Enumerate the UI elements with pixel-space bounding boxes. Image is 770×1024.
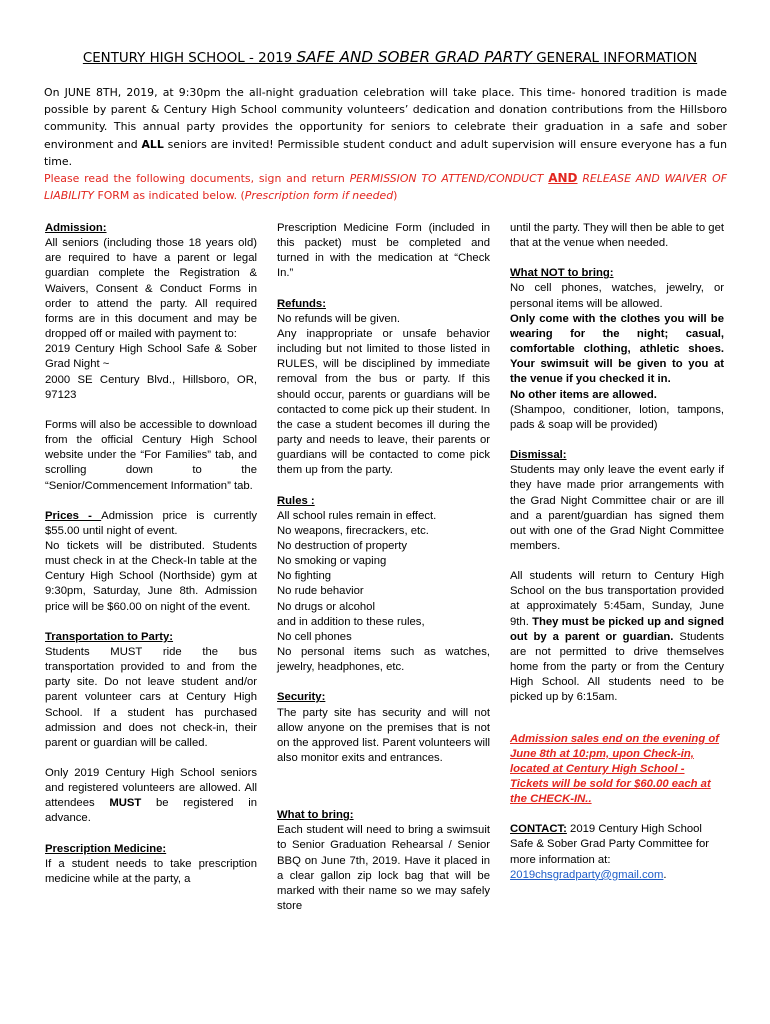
and-emphasis: AND	[548, 171, 578, 186]
what-to-bring-continued: until the party. They will then be able to get that at the venue when needed.	[510, 222, 724, 250]
security-text: The party site has security and will not allow anyone on the premises that is not on the approved list. Parent volunteers will also monitor exits and entrances.	[277, 706, 490, 764]
page-title	[40, 48, 740, 66]
rule-item: No drugs or alcohol	[277, 600, 375, 613]
contact-email-line: 2019chsgradparty@gmail.com.	[510, 868, 667, 881]
dismissal-text: Students may only leave the event early if they have made prior arrangements with the Grad Night Committee chair or are ill and a parent/guardian has signed them out with one of the Grad Night Committee members.	[510, 464, 724, 552]
contact-heading: CONTACT:	[510, 823, 567, 836]
contact-paragraph: CONTACT: 2019 Century High School Safe & Sober Grad Party Committee for more information at:	[510, 823, 710, 866]
forms-download-text: Forms will also be accessible to download from the official Century High School website under the “For Families” tab, and scrolling down to the “Senior/Commencement Information” tab.	[45, 418, 257, 492]
rules-heading: Rules :	[277, 494, 315, 507]
mailing-address-line1: 2019 Century High School Safe & Sober Grad Night ~	[45, 343, 257, 371]
what-to-bring-text: Each student will need to bring a swimsuit to Senior Graduation Rehearsal / Senior BBQ on June 7th, 2019. Have it placed in a clear gallon zip lock bag that will be marked with their name so we may safely store	[277, 824, 490, 913]
column-2	[277, 221, 490, 914]
transportation-text: Students MUST ride the bus transportation provided to and from the party site. Do not leave student and/or parent volunteer cars at Century High School. If a student has purchased admission and does not check-in, their parent or guardian will be called.	[45, 645, 257, 749]
prescription-text-continued: Prescription Medicine Form (included in this packet) must be completed and turned in with the medication at “Check In.”	[277, 222, 490, 280]
clothing-instructions: Only come with the clothes you will be wearing for the night; casual, comfortable clothing, athletic shoes. Your swimsuit will be given to you at the venue if you checked it in.	[510, 312, 724, 386]
title-school: CENTURY HIGH SCHOOL - 2019	[82, 51, 297, 66]
dismissal-heading: Dismissal:	[510, 449, 567, 462]
title-event: SAFE AND SOBER GRAD PARTY	[296, 48, 533, 66]
tickets-text: No tickets will be distributed. Students must check in at the Check-In table at the Century High School (Northside) gym at 9:30pm, Saturday, June 8th. Admission price will be $60.00 on night of the event.	[45, 539, 257, 613]
attendees-paragraph: Only 2019 Century High School seniors and registered volunteers are allowed. All attendees MUST be registered in advance.	[45, 767, 257, 825]
rule-item: No fighting	[277, 570, 332, 583]
provided-items-text: (Shampoo, conditioner, lotion, tampons, pads & soap will be provided)	[510, 403, 724, 431]
column-1	[45, 221, 257, 887]
what-to-bring-heading: What to bring:	[277, 809, 354, 822]
what-not-to-bring-text: No cell phones, watches, jewelry, or personal items will be allowed.	[510, 282, 724, 310]
intro-section	[44, 84, 727, 204]
intro-all-emphasis: ALL	[141, 137, 164, 151]
transportation-heading: Transportation to Party:	[45, 630, 174, 643]
contact-email-link[interactable]: 2019chsgradparty@gmail.com	[510, 868, 664, 881]
rule-item: No smoking or vaping	[277, 555, 387, 568]
refunds-line: No refunds will be given.	[277, 312, 401, 325]
intro-paragraph: On JUNE 8TH, 2019, at 9:30pm the all-night graduation celebration will take place. This time- honored tradition is made possible by parent & Century High School community volunteers’ dedication and donation contributions from the Hillsboro community. This annual party provides the opportunity for seniors to celebrate their graduation in a safe and sober environment and ALL seniors are invited! Permissible student conduct and adult supervision will ensure everyone has a fun time.	[44, 86, 727, 168]
intro-instructions: Please read the following documents, sign and return PERMISSION TO ATTEND/CONDUCT AND RELEASE AND WAIVER OF LIABILITY FORM as indicated below. (Prescription form if needed)	[44, 171, 728, 203]
rule-item: No weapons, firecrackers, etc.	[277, 524, 429, 537]
admission-text: All seniors (including those 18 years old) are required to have a parent or legal guardian complete the Registration & Waivers, Consent & Conduct Forms in order to attend the party. All required forms are in this document and may be dropped off or mailed with payment to:	[45, 237, 257, 341]
no-other-items: No other items are allowed.	[510, 388, 657, 401]
prices-paragraph: Prices - Admission price is currently $55.00 until night of event.	[45, 509, 257, 537]
rule-item: No cell phones	[277, 630, 352, 643]
rule-item: No destruction of property	[277, 539, 407, 552]
prescription-heading: Prescription Medicine:	[45, 842, 167, 855]
return-paragraph: All students will return to Century High School on the bus transportation provided at approximately 5:45am, Sunday, June 9th. They must be picked up and signed out by a parent or guardian. Students are not permitted to drive themselves home from the party or from the Century High School. All students need to be picked up by 6:15am.	[510, 570, 724, 704]
refunds-text: Any inappropriate or unsafe behavior including but not limited to those listed in RULES, will be disciplined by immediate removal from the bus or party. If this should occur, parents or guardians will be contacted to come pick up their student. In the case a student becomes ill during the party and needs to leave, their parents or guardians will be contacted to come pick them up from the party.	[277, 327, 490, 477]
rule-item: All school rules remain in effect.	[277, 509, 437, 522]
rule-item: No rude behavior	[277, 585, 364, 598]
what-not-to-bring-heading: What NOT to bring:	[510, 267, 614, 280]
mailing-address-line2: 2000 SE Century Blvd., Hillsboro, OR, 97123	[45, 373, 257, 401]
rule-item: No personal items such as watches, jewelry, headphones, etc.	[277, 646, 490, 674]
refunds-heading: Refunds:	[277, 297, 326, 310]
admission-sales-notice: Admission sales end on the evening of June 8th at 10:pm, upon Check-in, located at Century High School - Tickets will be sold for $60.00 each at the CHECK-IN..	[510, 732, 720, 806]
column-3	[510, 221, 724, 883]
title-suffix: GENERAL INFORMATION	[532, 51, 698, 66]
rule-item: and in addition to these rules,	[277, 615, 425, 628]
prices-heading: Prices -	[45, 509, 102, 522]
admission-heading: Admission:	[45, 222, 107, 234]
security-heading: Security:	[277, 691, 326, 704]
prescription-text: If a student needs to take prescription medicine while at the party, a	[45, 857, 257, 885]
